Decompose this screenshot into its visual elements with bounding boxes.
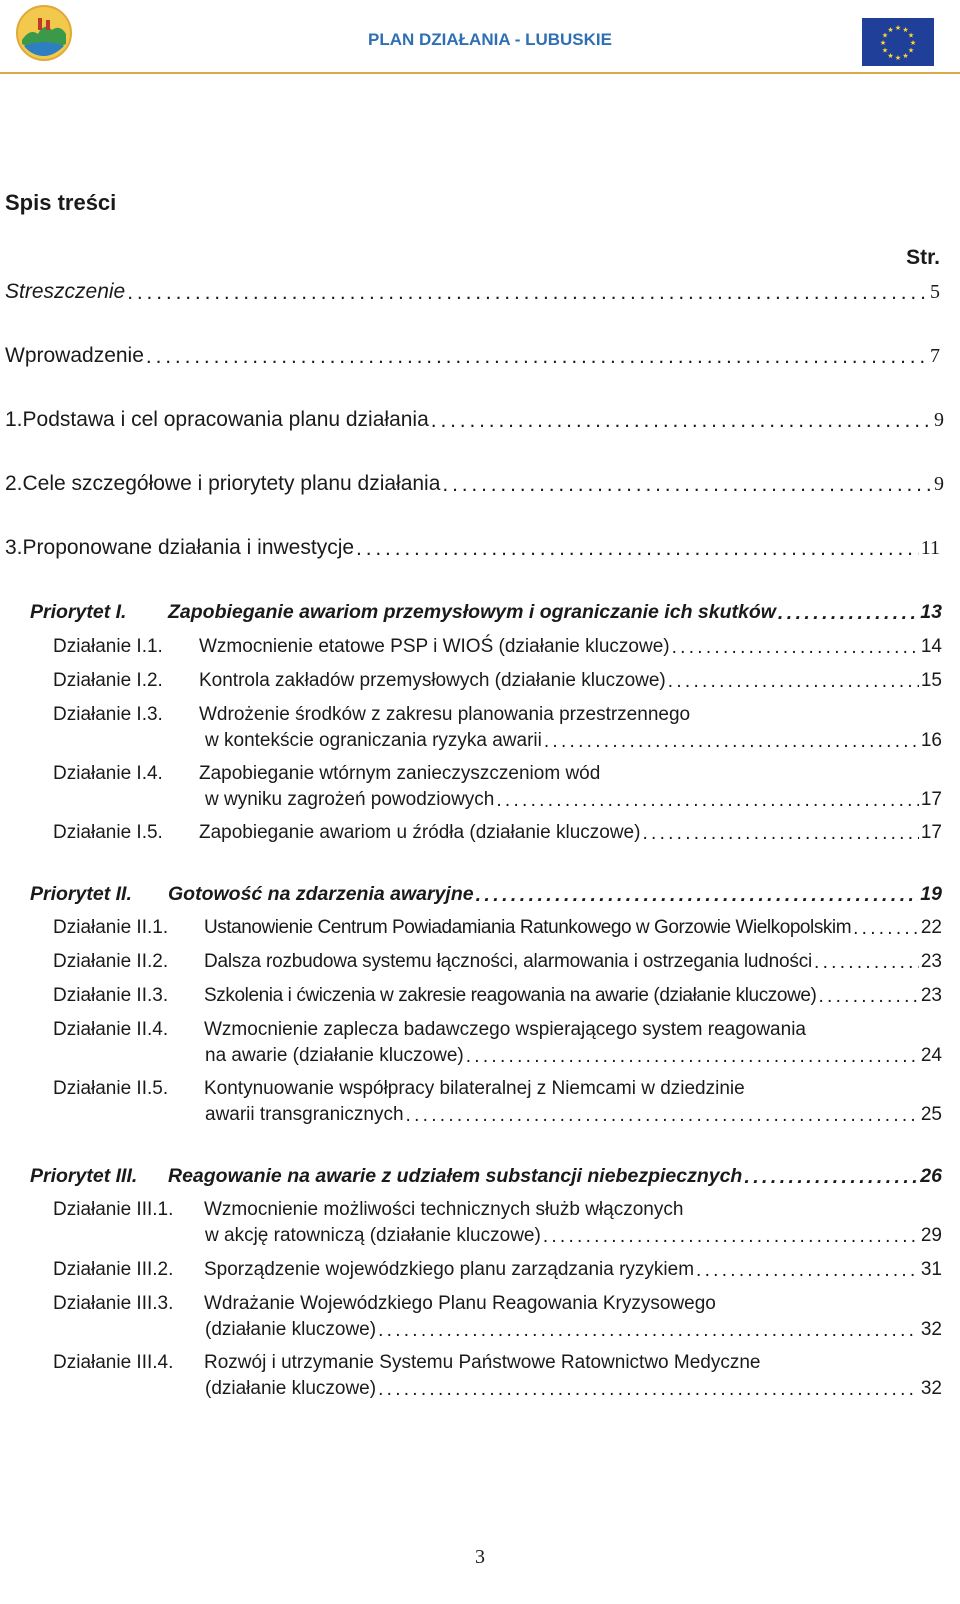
svg-text:★: ★ xyxy=(879,39,887,47)
action-label: Działanie II.1. xyxy=(53,917,169,938)
toc-entry-number: 1. xyxy=(5,408,23,431)
action-text: (działanie kluczowe) xyxy=(205,1319,377,1340)
leader-dots xyxy=(853,918,919,940)
leader-dots xyxy=(496,790,918,812)
action-text: Szkolenia i ćwiczenia w zakresie reagowania na awarie (działanie kluczowe) xyxy=(204,985,817,1006)
action-page: 24 xyxy=(920,1045,942,1066)
leader-dots xyxy=(544,731,919,753)
toc-entry-wprowadzenie[interactable] xyxy=(5,344,940,368)
action-page: 32 xyxy=(920,1319,942,1340)
toc-entry-page: 7 xyxy=(930,345,940,367)
action-text: Zapobieganie awariom u źródła (działanie kluczowe) xyxy=(199,822,641,843)
priority-text: Reagowanie na awarie z udziałem substancji niebezpiecznych xyxy=(168,1165,743,1187)
action-text: (działanie kluczowe) xyxy=(205,1378,377,1399)
leader-dots xyxy=(814,952,919,974)
header-divider xyxy=(0,72,960,74)
toc-entry-page: 5 xyxy=(930,281,940,303)
action-page: 14 xyxy=(920,636,942,657)
action-page: 23 xyxy=(920,951,942,972)
toc-entry-text: Wprowadzenie xyxy=(5,344,144,367)
action-text-line1: Wdrożenie środków z zakresu planowania przestrzennego xyxy=(199,704,691,725)
toc-entry-2[interactable] xyxy=(5,472,944,496)
leader-dots xyxy=(146,345,928,369)
toc-entry-number: 3. xyxy=(5,536,23,559)
action-text: w kontekście ograniczania ryzyka awarii xyxy=(205,730,542,751)
toc-entry-number: 2. xyxy=(5,472,23,495)
leader-dots xyxy=(378,1320,919,1342)
action-text-line1: Kontynuowanie współpracy bilateralnej z Niemcami w dziedzinie xyxy=(204,1078,745,1099)
action-page: 31 xyxy=(920,1259,942,1280)
toc-action-I-3[interactable] xyxy=(205,730,942,752)
priority-label: Priorytet II. xyxy=(30,883,132,905)
action-label: Działanie I.5. xyxy=(53,822,163,843)
action-page: 17 xyxy=(920,789,942,810)
leader-dots xyxy=(378,1379,919,1401)
toc-entry-streszczenie[interactable] xyxy=(5,280,940,304)
eu-flag-icon xyxy=(862,18,934,66)
priority-page: 19 xyxy=(920,883,942,905)
leader-dots xyxy=(696,1260,919,1282)
leader-dots xyxy=(672,637,919,659)
toc-entry-page: 9 xyxy=(934,473,944,495)
page-column-label: Str. xyxy=(906,246,940,269)
action-label: Działanie III.1. xyxy=(53,1199,174,1220)
action-page: 16 xyxy=(920,730,942,751)
leader-dots xyxy=(356,537,919,561)
toc-priority-3[interactable] xyxy=(30,1165,942,1188)
action-text: Sporządzenie wojewódzkiego planu zarządzania ryzykiem xyxy=(204,1259,695,1280)
toc-action-I-5[interactable] xyxy=(53,822,942,844)
svg-text:★: ★ xyxy=(894,54,902,62)
action-label: Działanie III.3. xyxy=(53,1293,174,1314)
toc-action-III-4[interactable] xyxy=(205,1378,942,1400)
action-text-line1: Rozwój i utrzymanie Systemu Państwowe Ratownictwo Medyczne xyxy=(204,1352,761,1373)
toc-entry-text: Cele szczegółowe i priorytety planu działania xyxy=(22,472,441,495)
leader-dots xyxy=(442,473,932,497)
toc-title: Spis treści xyxy=(5,190,117,215)
svg-text:★: ★ xyxy=(907,31,915,40)
leader-dots xyxy=(476,884,919,906)
svg-text:★: ★ xyxy=(887,26,894,34)
toc-priority-1[interactable] xyxy=(30,601,942,624)
action-label: Działanie II.5. xyxy=(53,1078,169,1099)
action-page: 15 xyxy=(920,670,942,691)
leader-dots xyxy=(744,1166,918,1188)
page-number: 3 xyxy=(475,1546,485,1568)
action-text: awarii transgranicznych xyxy=(205,1104,404,1125)
action-label: Działanie III.4. xyxy=(53,1352,174,1373)
action-page: 22 xyxy=(920,917,942,938)
svg-text:★: ★ xyxy=(894,24,902,32)
leader-dots xyxy=(431,409,932,433)
action-label: Działanie II.3. xyxy=(53,985,169,1006)
action-label: Działanie III.2. xyxy=(53,1259,174,1280)
priority-label: Priorytet I. xyxy=(30,601,127,623)
action-label: Działanie I.4. xyxy=(53,763,163,784)
leader-dots xyxy=(543,1226,919,1248)
action-text: Wzmocnienie etatowe PSP i WIOŚ (działanie kluczowe) xyxy=(199,636,670,657)
lubuskie-region-logo-icon xyxy=(14,4,74,62)
toc-action-III-3[interactable] xyxy=(205,1319,942,1341)
action-text-line1: Zapobieganie wtórnym zanieczyszczeniom wód xyxy=(199,763,601,784)
action-page: 29 xyxy=(920,1225,942,1246)
svg-text:★: ★ xyxy=(902,26,909,34)
toc-action-II-5[interactable] xyxy=(205,1104,942,1126)
header-title: PLAN DZIAŁANIA - LUBUSKIE xyxy=(368,30,612,49)
toc-action-II-4[interactable] xyxy=(205,1045,942,1067)
toc-action-I-4[interactable] xyxy=(205,789,942,811)
toc-entry-1[interactable] xyxy=(5,408,944,432)
leader-dots xyxy=(819,986,919,1008)
leader-dots xyxy=(466,1046,919,1068)
svg-text:★: ★ xyxy=(902,52,909,60)
toc-action-II-3[interactable] xyxy=(53,985,942,1007)
toc-action-III-2[interactable] xyxy=(53,1259,942,1281)
toc-entry-text: Streszczenie xyxy=(5,280,126,303)
action-label: Działanie I.3. xyxy=(53,704,163,725)
toc-entry-3[interactable] xyxy=(5,536,940,560)
svg-text:★: ★ xyxy=(909,39,917,47)
priority-label: Priorytet III. xyxy=(30,1165,138,1187)
action-text: Ustanowienie Centrum Powiadamiania Ratunkowego w Gorzowie Wielkopolskim xyxy=(204,917,852,938)
action-text: Kontrola zakładów przemysłowych (działanie kluczowe) xyxy=(199,670,666,691)
priority-page: 13 xyxy=(920,601,942,623)
action-text: Dalsza rozbudowa systemu łączności, alarmowania i ostrzegania ludności xyxy=(204,951,813,972)
action-page: 25 xyxy=(920,1104,942,1125)
action-text-line1: Wzmocnienie zaplecza badawczego wspierającego system reagowania xyxy=(204,1019,806,1040)
leader-dots xyxy=(642,823,918,845)
leader-dots xyxy=(778,602,918,624)
action-page: 32 xyxy=(920,1378,942,1399)
svg-text:★: ★ xyxy=(887,52,894,60)
action-text: w akcję ratowniczą (działanie kluczowe) xyxy=(205,1225,541,1246)
leader-dots xyxy=(668,671,919,693)
action-label: Działanie I.2. xyxy=(53,670,163,691)
action-page: 23 xyxy=(920,985,942,1006)
leader-dots xyxy=(406,1105,919,1127)
toc-entry-text: Podstawa i cel opracowania planu działania xyxy=(22,408,429,431)
priority-page: 26 xyxy=(920,1165,942,1187)
action-label: Działanie I.1. xyxy=(53,636,163,657)
toc-action-II-1[interactable] xyxy=(53,917,942,939)
leader-dots xyxy=(127,281,928,305)
action-page: 17 xyxy=(920,822,942,843)
action-label: Działanie II.4. xyxy=(53,1019,169,1040)
action-label: Działanie II.2. xyxy=(53,951,169,972)
svg-text:★: ★ xyxy=(907,46,915,55)
toc-entry-page: 11 xyxy=(920,537,940,559)
action-text-line1: Wdrażanie Wojewódzkiego Planu Reagowania Kryzysowego xyxy=(204,1293,716,1314)
toc-action-II-2[interactable] xyxy=(53,951,942,973)
priority-text: Gotowość na zdarzenia awaryjne xyxy=(168,883,474,905)
toc-action-I-1[interactable] xyxy=(53,636,942,658)
svg-text:★: ★ xyxy=(881,31,889,40)
action-text: na awarie (działanie kluczowe) xyxy=(205,1045,464,1066)
svg-text:★: ★ xyxy=(881,46,889,55)
action-text-line1: Wzmocnienie możliwości technicznych służb włączonych xyxy=(204,1199,684,1220)
toc-priority-2[interactable] xyxy=(30,883,942,906)
toc-entry-text: Proponowane działania i inwestycje xyxy=(22,536,355,559)
priority-text: Zapobieganie awariom przemysłowym i ograniczanie ich skutków xyxy=(168,601,776,623)
toc-action-III-1[interactable] xyxy=(205,1225,942,1247)
action-text: w wyniku zagrożeń powodziowych xyxy=(205,789,495,810)
toc-action-I-2[interactable] xyxy=(53,670,942,692)
toc-entry-page: 9 xyxy=(934,409,944,431)
